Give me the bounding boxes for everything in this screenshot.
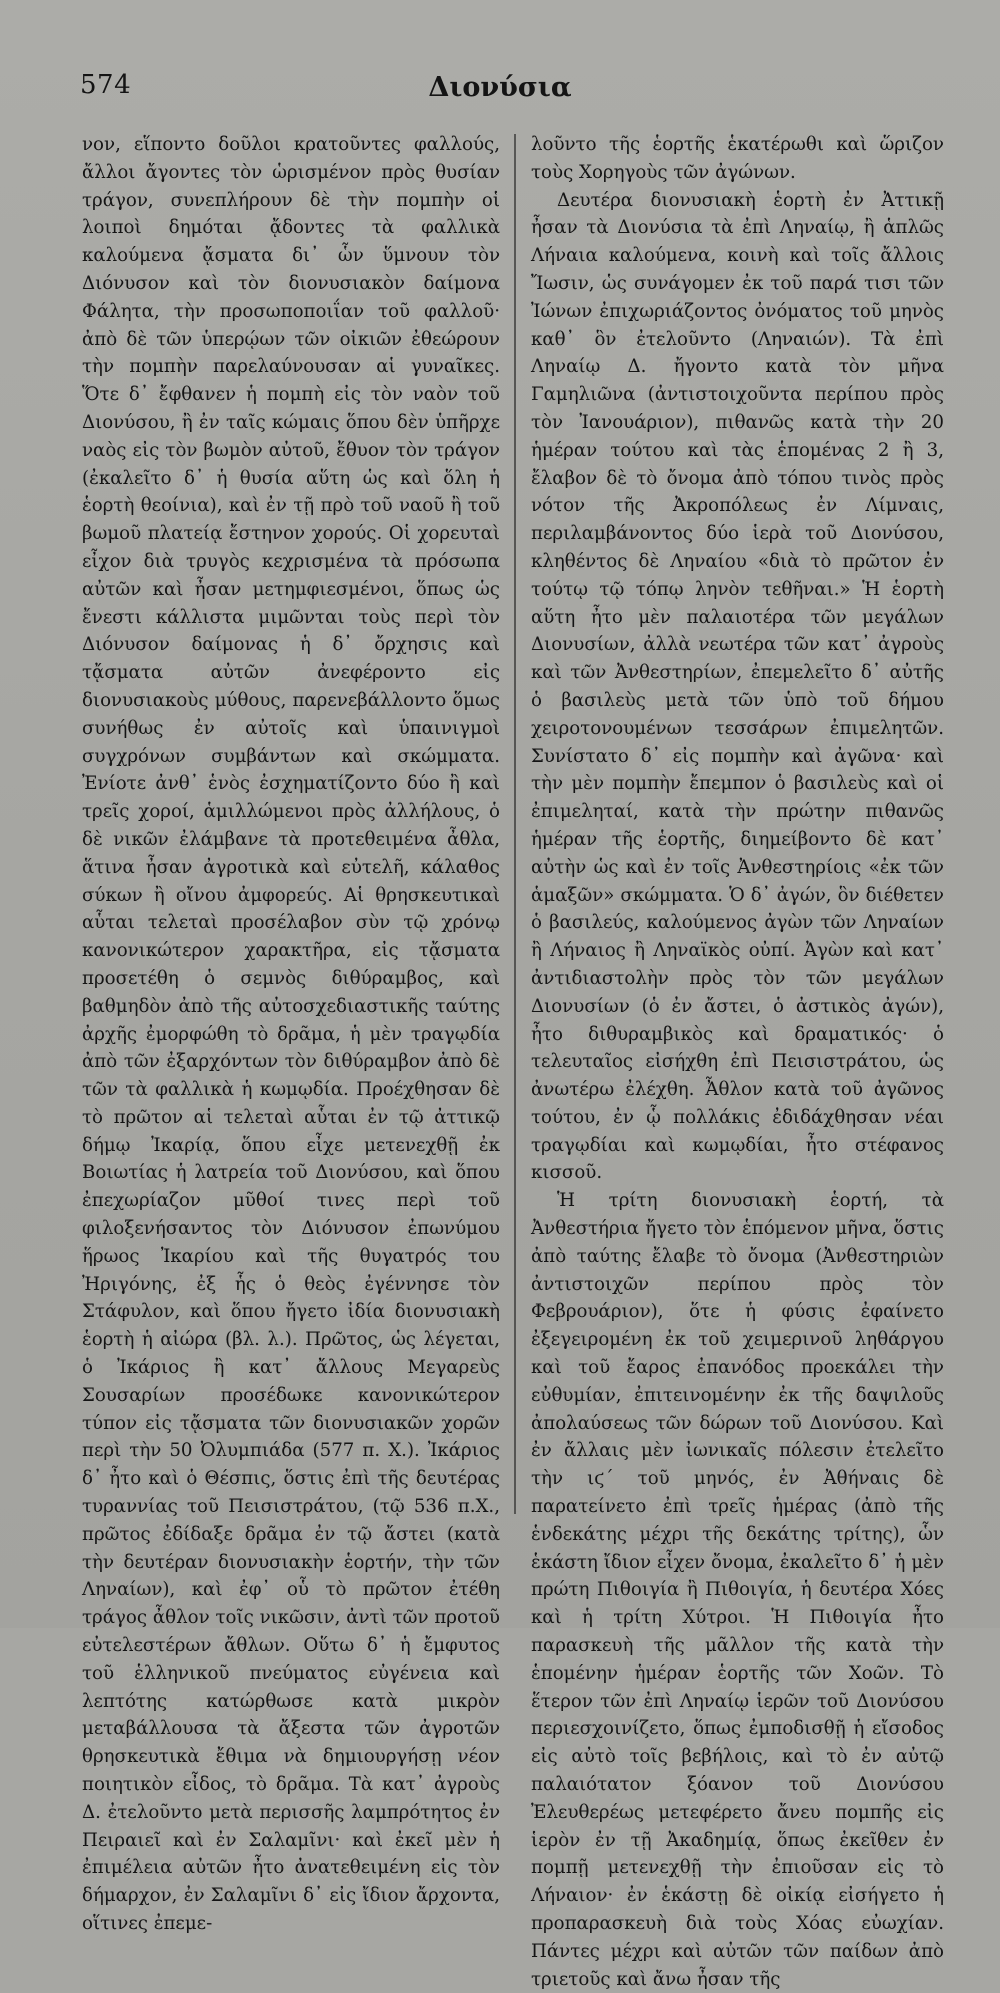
right-text-column bbox=[531, 131, 944, 1993]
right-paragraph: Ἡ τρίτη διονυσιακὴ ἑορτή, τὰ Ἀνθεστήρια ἤγετο τὸν ἑπόμενον μῆνα, ὅστις ἀπὸ ταύτης ἔλαβε τὸ ὄνομα (Ἀνθεστηριὼν ἀντιστοιχῶν περίπου πρὸς τὸν Φεβρουάριον), ὅτε ἡ φύσις ἐφαίνετο ἐξεγειρομένη ἐκ τοῦ χειμερινοῦ ληθάργου καὶ τοῦ ἔαρος ἐπανόδος προεκάλει τὴν εὐθυμίαν, ἐπιτεινομένην ἐκ τῆς δαψιλοῦς ἀπολαύσεως τῶν δώρων τοῦ Διονύσου. Καὶ ἐν ἄλλαις μὲν ἰωνικαῖς πόλεσιν ἐτελεῖτο τὴν ιϛ´ τοῦ μηνός, ἐν Ἀθήναις δὲ παρατείνετο ἐπὶ τρεῖς ἡμέρας (ἀπὸ τῆς ἑνδεκάτης μέχρι τῆς δεκάτης τρίτης), ὧν ἑκάστη ἴδιον εἶχεν ὄνομα, ἐκαλεῖτο δ᾽ ἡ μὲν πρώτη Πιθοιγία ἢ Πιθοιγία, ἡ δευτέρα Χόες καὶ ἡ τρίτη Χύτροι. Ἡ Πιθοιγία ἦτο παρασκευὴ τῆς μᾶλλον τῆς κατὰ τὴν ἑπομένην ἡμέραν ἑορτῆς τῶν Χοῶν. Τὸ ἕτερον τῶν ἐπὶ Ληναίῳ ἱερῶν τοῦ Διονύσου περιεσχοινίζετο, ὅπως ἐμποδισθῇ ἡ εἴσοδος εἰς αὐτὸ τοῖς βεβήλοις, καὶ τὸ ἐν αὐτῷ παλαιότατον ξόανον τοῦ Διονύσου Ἐλευθερέως μετεφέρετο ἄνευ πομπῆς εἰς ἱερὸν ἐν τῇ Ἀκαδημίᾳ, ὅπως ἐκεῖθεν ἐν πομπῇ μετενεχθῇ τὴν ἐπιοῦσαν εἰς τὸ Λήναιον· ἐν ἑκάστῃ δὲ οἰκίᾳ εἰσήγετο ἡ προπαρασκευὴ διὰ τοὺς Χόας εὐωχίαν. Πάντες μέχρι καὶ αὐτῶν τῶν παίδων ἀπὸ τριετοῦς καὶ ἄνω ἦσαν τῆς bbox=[531, 1190, 944, 1990]
right-paragraph: Δευτέρα διονυσιακὴ ἑορτὴ ἐν Ἀττικῇ ἦσαν τὰ Διονύσια τὰ ἐπὶ Ληναίῳ, ἢ ἁπλῶς Λήναια καλούμενα, κοινὴ καὶ τοῖς ἄλλοις Ἴωσιν, ὡς συνάγομεν ἐκ τοῦ παρά τισι τῶν Ἰώνων ἐπιχωριάζοντος ὀνόματος τοῦ μηνὸς καθ᾽ ὃν ἐτελοῦντο (Ληναιών). Τὰ ἐπὶ Ληναίῳ Δ. ἤγοντο κατὰ τὸν μῆνα Γαμηλιῶνα (ἀντιστοιχοῦντα περίπου πρὸς τὸν Ἰανουάριον), πιθανῶς κατὰ τὴν 20 ἡμέραν τούτου καὶ τὰς ἑπομένας 2 ἢ 3, ἔλαβον δὲ τὸ ὄνομα ἀπὸ τόπου τινὸς πρὸς νότον τῆς Ἀκροπόλεως ἐν Λίμναις, περιλαμβάνοντος δύο ἱερὰ τοῦ Διονύσου, κληθέντος δὲ Ληναίου «διὰ τὸ πρῶτον ἐν τούτῳ τῷ τόπῳ ληνὸν τεθῆναι.» Ἡ ἑορτὴ αὕτη ἦτο μὲν παλαιοτέρα τῶν μεγάλων Διονυσίων, ἀλλὰ νεωτέρα τῶν κατ᾽ ἀγροὺς καὶ τῶν Ἀνθεστηρίων, ἐπεμελεῖτο δ᾽ αὐτῆς ὁ βασιλεὺς μετὰ τῶν ὑπὸ τοῦ δήμου χειροτονουμένων τεσσάρων ἐπιμελητῶν. Συνίστατο δ᾽ εἰς πομπὴν καὶ ἀγῶνα· καὶ τὴν μὲν πομπὴν ἔπεμπον ὁ βασιλεὺς καὶ οἱ ἐπιμεληταί, κατὰ τὴν πρώτην πιθανῶς ἡμέραν τῆς ἑορτῆς, διημείβοντο δὲ κατ᾽ αὐτὴν ὡς καὶ ἐν τοῖς Ἀνθεστηρίοις «ἐκ τῶν ἁμαξῶν» σκώμματα. Ὁ δ᾽ ἀγών, ὃν διέθετεν ὁ βασιλεύς, καλούμενος ἀγὼν τῶν Ληναίων ἢ Λήναιος ἢ Ληναϊκὸς οὐπί. Ἀγὼν καὶ κατ᾽ ἀντιδιαστολὴν πρὸς τὸν τῶν μεγάλων Διονυσίων (ὁ ἐν ἄστει, ὁ ἀστικὸς ἀγών), ἦτο διθυραμβικὸς καὶ δραματικός· ὁ τελευταῖος εἰσήχθη ἐπὶ Πεισιστράτου, ὡς ἀνωτέρω ἐλέχθη. Ἆθλον κατὰ τοῦ ἀγῶνος τούτου, ἐν ᾧ πολλάκις ἐδιδάχθησαν νέαι τραγῳδίαι καὶ κωμῳδίαι, ἦτο στέφανος κισσοῦ. bbox=[531, 189, 944, 1184]
left-paragraph: νον, εἵποντο δοῦλοι κρατοῦντες φαλλούς, ἄλλοι ἄγοντες τὸν ὡρισμένον πρὸς θυσίαν τράγον, συνεπλήρουν δὲ τὴν πομπὴν οἱ λοιποὶ δημόται ᾄδοντες τὰ φαλλικὰ καλούμενα ᾄσματα δι᾽ ὧν ὕμνουν τὸν Διόνυσον καὶ τὸν διονυσιακὸν δαίμονα Φάλητα, τὴν προσωποποιΐαν τοῦ φαλλοῦ· ἀπὸ δὲ τῶν ὑπερῴων τῶν οἰκιῶν ἐθεώρουν τὴν πομπὴν παρελαύνουσαν αἱ γυναῖκες. Ὅτε δ᾽ ἔφθανεν ἡ πομπὴ εἰς τὸν ναὸν τοῦ Διονύσου, ἢ ἐν ταῖς κώμαις ὅπου δὲν ὑπῆρχε ναὸς εἰς τὸν βωμὸν αὐτοῦ, ἔθυον τὸν τράγον (ἐκαλεῖτο δ᾽ ἡ θυσία αὕτη ὡς καὶ ὅλη ἡ ἑορτὴ θεοίνια), καὶ ἐν τῇ πρὸ τοῦ ναοῦ ἢ τοῦ βωμοῦ πλατείᾳ ἔστηνον χορούς. Οἱ χορευταὶ εἶχον διὰ τρυγὸς κεχρισμένα τὰ πρόσωπα αὐτῶν καὶ ἦσαν μετημφιεσμένοι, ὅπως ὡς ἔνεστι κάλλιστα μιμῶνται τοὺς περὶ τὸν Διόνυσον δαίμονας ἡ δ᾽ ὄρχησις καὶ τᾄσματα αὐτῶν ἀνεφέροντο εἰς διονυσιακοὺς μύθους, παρενεβάλλοντο ὅμως συνήθως ἐν αὐτοῖς καὶ ὑπαινιγμοὶ συγχρόνων συμβάντων καὶ σκώμματα. Ἐνίοτε ἀνθ᾽ ἑνὸς ἐσχηματίζοντο δύο ἢ καὶ τρεῖς χοροί, ἁμιλλώμενοι πρὸς ἀλλήλους, ὁ δὲ νικῶν ἐλάμβανε τὰ προτεθειμένα ἆθλα, ἅτινα ἦσαν ἀγροτικὰ καὶ εὐτελῆ, κάλαθος σύκων ἢ οἴνου ἀμφορεύς. Αἱ θρησκευτικαὶ αὗται τελεταὶ προσέλαβον σὺν τῷ χρόνῳ κανονικώτερον χαρακτῆρα, εἰς τᾄσματα προσετέθη ὁ σεμνὸς διθύραμβος, καὶ βαθμηδὸν ἀπὸ τῆς αὐτοσχεδιαστικῆς ταύτης ἀρχῆς ἐμορφώθη τὸ δρᾶμα, ἡ μὲν τραγῳδία ἀπὸ τῶν ἐξαρχόντων τὸν διθύραμβον ἀπὸ δὲ τῶν τὰ φαλλικὰ ἡ κωμῳδία. Προέχθησαν δὲ τὸ πρῶτον αἱ τελεταὶ αὗται ἐν τῷ ἀττικῷ δήμῳ Ἰκαρίᾳ, ὅπου εἶχε μετενεχθῇ ἐκ Βοιωτίας ἡ λατρεία τοῦ Διονύσου, καὶ ὅπου ἐπεχωρίαζον μῦθοί τινες περὶ τοῦ φιλοξενήσαντος τὸν Διόνυσον ἐπωνύμου ἥρωος Ἰκαρίου καὶ τῆς θυγατρός του Ἠριγόνης, ἐξ ἧς ὁ θεὸς ἐγέννησε τὸν Στάφυλον, καὶ ὅπου ἤγετο ἰδία διονυσιακὴ ἑορτὴ ἡ αἰώρα (βλ. λ.). Πρῶτος, ὡς λέγεται, ὁ Ἰκάριος ἢ κατ᾽ ἄλλους Μεγαρεὺς Σουσαρίων προσέδωκε κανονικώτερον τύπον εἰς τᾄσματα τῶν διονυσιακῶν χορῶν περὶ τὴν 50 Ὀλυμπιάδα (577 π. Χ.). Ἰκάριος δ᾽ ἦτο καὶ ὁ Θέσπις, ὅστις ἐπὶ τῆς δευτέρας τυραννίας τοῦ Πεισιστράτου, (τῷ 536 π.Χ., πρῶτος ἐδίδαξε δρᾶμα ἐν τῷ ἄστει (κατὰ τὴν δευτέραν διονυσιακὴν ἑορτήν, τὴν τῶν Ληναίων), καὶ ἐφ᾽ οὗ τὸ πρῶτον ἐτέθη τράγος ἆθλον τοῖς νικῶσιν, ἀντὶ τῶν προτοῦ εὐτελεστέρων ἄθλων. Οὕτω δ᾽ ἡ ἔμφυτος τοῦ ἑλληνικοῦ πνεύματος εὐγένεια καὶ λεπτότης κατώρθωσε κατὰ μικρὸν μεταβάλλουσα τὰ ἄξεστα τῶν ἀγροτῶν θρησκευτικὰ ἔθιμα νὰ δημιουργήσῃ νέον ποιητικὸν εἶδος, τὸ δρᾶμα. Τὰ κατ᾽ ἀγροὺς Δ. ἐτελοῦντο μετὰ περισσῆς λαμπρότητος ἐν Πειραιεῖ καὶ ἐν Σαλαμῖνι· καὶ ἐκεῖ μὲν ἡ ἐπιμέλεια αὐτῶν ἦτο ἀνατεθειμένη εἰς τὸν δήμαρχον, ἐν Σαλαμῖνι δ᾽ εἰς ἴδιον ἄρχοντα, οἵτινες ἐπεμε- bbox=[82, 134, 500, 1934]
column-divider bbox=[514, 134, 516, 1514]
right-paragraph: λοῦντο τῆς ἑορτῆς ἑκατέρωθι καὶ ὥριζον τοὺς Χορηγοὺς τῶν ἀγώνων. bbox=[531, 134, 944, 183]
page-number: 574 bbox=[80, 70, 132, 100]
left-text-column bbox=[82, 131, 500, 1938]
running-title: Διονύσια bbox=[428, 72, 572, 103]
